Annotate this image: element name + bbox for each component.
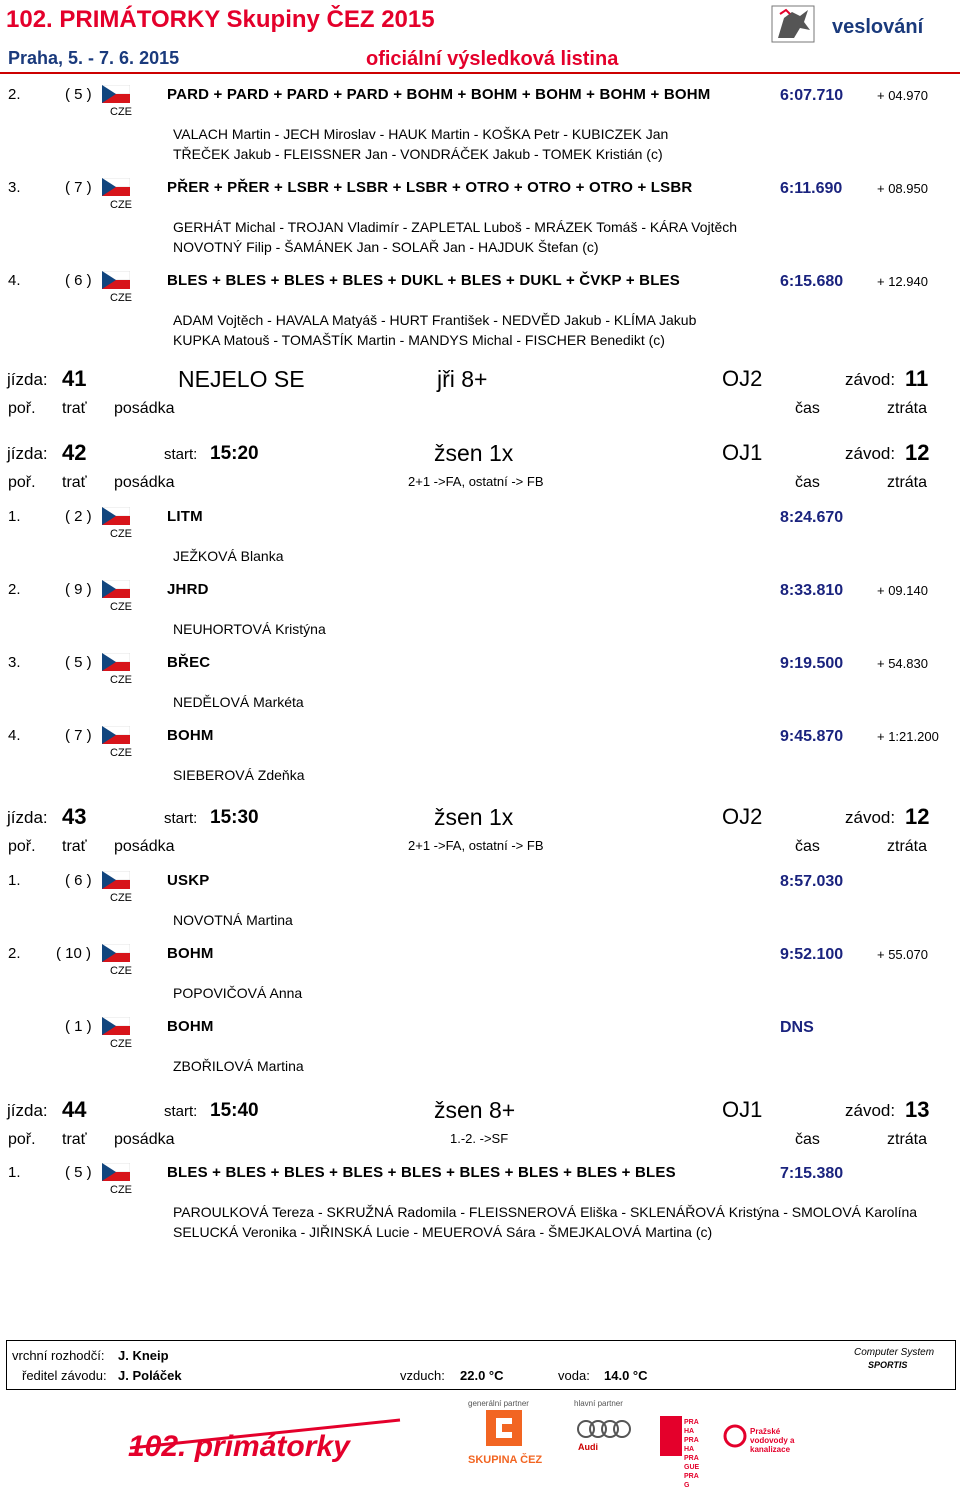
- result-time: 6:11.690: [780, 180, 843, 197]
- result-time: 6:15.680: [780, 273, 844, 290]
- race43-label: jízda:: [7, 808, 48, 827]
- time-column-header: čas: [795, 474, 820, 491]
- primatorky-logo-icon: [120, 1400, 410, 1470]
- race43-progression-note: 2+1 ->FA, ostatní -> FB: [408, 838, 544, 853]
- country-code: CZE: [110, 528, 132, 540]
- crew-names-line1: PAROULKOVÁ Tereza - SKRUŽNÁ Radomila - FLEISSNEROVÁ Eliška - SKLENÁŘOVÁ Kristýna - SMOLOVÁ Karolína: [173, 1204, 918, 1220]
- result-time: 9:19.500: [780, 655, 844, 672]
- country-code: CZE: [110, 674, 132, 686]
- lane-column-header: trať: [62, 474, 87, 491]
- result-time: 9:52.100: [780, 946, 844, 963]
- race42-category: žsen 1x: [434, 440, 514, 466]
- crew-club: BOHM: [167, 727, 214, 744]
- result-lane: ( 1 ): [65, 1018, 92, 1035]
- result-rank: 2.: [8, 945, 21, 962]
- cez-name: SKUPINA ČEZ: [468, 1454, 543, 1466]
- result-diff: + 04.970: [877, 88, 928, 103]
- rower-name: SIEBEROVÁ Zdeňka: [173, 767, 305, 783]
- crew-column-header: posádka: [114, 400, 175, 417]
- race43-start-label: start:: [164, 810, 198, 827]
- result-time: DNS: [780, 1019, 814, 1036]
- race44-progression-note: 1.-2. ->SF: [450, 1131, 509, 1146]
- result-rank: 1.: [8, 1164, 21, 1181]
- race44-start-label: start:: [164, 1103, 198, 1120]
- result-lane: ( 6 ): [65, 872, 92, 889]
- czech-flag-icon: [102, 85, 130, 103]
- header-divider: [0, 72, 960, 74]
- race41-class: OJ2: [722, 366, 763, 391]
- primatorky-logo-text: 102. primátorky: [128, 1430, 350, 1463]
- czech-flag-icon: [102, 871, 130, 889]
- audi-rings-icon: [576, 1418, 634, 1440]
- czech-flag-icon: [102, 271, 130, 289]
- result-rank: 1.: [8, 872, 21, 889]
- judge-label: vrchní rozhodčí:: [12, 1348, 105, 1363]
- result-rank: 2.: [8, 581, 21, 598]
- czech-flag-icon: [102, 580, 130, 598]
- crew-names-line1: ADAM Vojtěch - HAVALA Matyáš - HURT František - NEDVĚD Jakub - KLÍMA Jakub: [173, 312, 697, 328]
- praha-logo-icon: [660, 1416, 682, 1456]
- crew-names-line1: GERHÁT Michal - TROJAN Vladimír - ZAPLETAL Luboš - MRÁZEK Tomáš - KÁRA Vojtěch: [173, 219, 738, 235]
- race44-class: OJ1: [722, 1097, 763, 1122]
- result-lane: ( 5 ): [65, 86, 92, 103]
- result-time: 8:57.030: [780, 873, 844, 890]
- czech-flag-icon: [102, 726, 130, 744]
- result-lane: ( 7 ): [65, 727, 92, 744]
- result-diff: + 12.940: [877, 274, 928, 289]
- result-diff: + 55.070: [877, 947, 928, 962]
- race44-final-number: 13: [905, 1097, 930, 1122]
- rower-name: ZBOŘILOVÁ Martina: [173, 1058, 304, 1074]
- country-code: CZE: [110, 965, 132, 977]
- race44-start-time: 15:40: [210, 1100, 259, 1121]
- country-code: CZE: [110, 747, 132, 759]
- czech-flag-icon: [102, 178, 130, 196]
- result-lane: ( 5 ): [65, 654, 92, 671]
- director-label: ředitel závodu:: [22, 1368, 107, 1383]
- crew-column-header: posádka: [114, 1131, 175, 1148]
- race42-final-number: 12: [905, 440, 930, 465]
- result-time: 6:07.710: [780, 87, 844, 104]
- crew-club: BOHM: [167, 1018, 214, 1035]
- result-diff: + 09.140: [877, 583, 928, 598]
- czech-flag-icon: [102, 507, 130, 525]
- race44-category: žsen 8+: [434, 1097, 516, 1123]
- result-lane: ( 10 ): [56, 945, 92, 962]
- crew-club: JHRD: [167, 581, 209, 598]
- computer-system-label: Computer System: [854, 1347, 935, 1358]
- director-name: J. Poláček: [118, 1368, 182, 1383]
- rower-name: JEŽKOVÁ Blanka: [173, 548, 284, 564]
- crew-clubs: BLES + BLES + BLES + BLES + DUKL + BLES + DUKL + ČVKP + BLES: [167, 272, 680, 289]
- rank-column-header: poř.: [8, 1131, 36, 1148]
- rower-name: NEUHORTOVÁ Kristýna: [173, 621, 326, 637]
- crew-column-header: posádka: [114, 838, 175, 855]
- crew-club: USKP: [167, 872, 210, 889]
- result-rank: 4.: [8, 727, 21, 744]
- race41-number: 41: [62, 366, 87, 391]
- crew-names-line1: VALACH Martin - JECH Miroslav - HAUK Martin - KOŠKA Petr - KUBICZEK Jan: [173, 126, 669, 142]
- crew-names-line2: TŘEČEK Jakub - FLEISSNER Jan - VONDRÁČEK Jakub - TOMEK Kristián (c): [173, 146, 663, 162]
- result-lane: ( 7 ): [65, 179, 92, 196]
- race42-progression-note: 2+1 ->FA, ostatní -> FB: [408, 474, 544, 489]
- race44-number: 44: [62, 1097, 87, 1122]
- race43-class: OJ2: [722, 804, 763, 829]
- pvk-name: Pražské vodovody a kanalizace: [750, 1427, 795, 1454]
- official-results-label: oficiální výsledková listina: [366, 48, 619, 70]
- country-code: CZE: [110, 199, 132, 211]
- air-temp-value: 22.0 °C: [460, 1368, 504, 1383]
- race43-final-number: 12: [905, 804, 930, 829]
- audi-name: Audi: [578, 1442, 598, 1452]
- result-time: 7:15.380: [780, 1165, 844, 1182]
- crew-clubs: PARD + PARD + PARD + PARD + BOHM + BOHM + BOHM + BOHM + BOHM: [167, 86, 711, 103]
- diff-column-header: ztráta: [887, 838, 928, 855]
- race41-status: NEJELO SE: [178, 366, 305, 392]
- rower-name: POPOVIČOVÁ Anna: [173, 985, 303, 1001]
- main-partner-label: hlavní partner: [574, 1399, 623, 1408]
- result-rank: 3.: [8, 179, 21, 196]
- water-temp-label: voda:: [558, 1368, 590, 1383]
- rank-column-header: poř.: [8, 474, 36, 491]
- race43-category: žsen 1x: [434, 804, 514, 830]
- time-column-header: čas: [795, 1131, 820, 1148]
- diff-column-header: ztráta: [887, 400, 928, 417]
- rank-column-header: poř.: [8, 400, 36, 417]
- rower-name: NEDĚLOVÁ Markéta: [173, 694, 304, 710]
- result-diff: + 1:21.200: [877, 729, 939, 744]
- race44-label: jízda:: [7, 1101, 48, 1120]
- praha-name: PRAHA PRAHA PRAGUE PRAG: [684, 1419, 700, 1489]
- time-column-header: čas: [795, 400, 820, 417]
- sportis-logo: SPORTIS: [868, 1360, 908, 1370]
- crew-club: LITM: [167, 508, 203, 525]
- lane-column-header: trať: [62, 838, 87, 855]
- czech-flag-icon: [102, 944, 130, 962]
- country-code: CZE: [110, 1038, 132, 1050]
- result-rank: 4.: [8, 272, 21, 289]
- result-lane: ( 9 ): [65, 581, 92, 598]
- water-temp-value: 14.0 °C: [604, 1368, 648, 1383]
- place-date: Praha, 5. - 7. 6. 2015: [8, 48, 180, 68]
- race42-final-label: závod:: [845, 444, 896, 463]
- lane-column-header: trať: [62, 400, 87, 417]
- country-code: CZE: [110, 292, 132, 304]
- race43-final-label: závod:: [845, 808, 896, 827]
- result-rank: 1.: [8, 508, 21, 525]
- czech-flag-icon: [102, 1017, 130, 1035]
- crew-club: BOHM: [167, 945, 214, 962]
- race42-start-time: 15:20: [210, 443, 259, 464]
- czech-flag-icon: [102, 653, 130, 671]
- result-time: 8:24.670: [780, 509, 844, 526]
- pvk-logo-icon: [722, 1424, 748, 1448]
- result-lane: ( 5 ): [65, 1164, 92, 1181]
- time-column-header: čas: [795, 838, 820, 855]
- czech-lion-logo-icon: [770, 4, 816, 44]
- country-code: CZE: [110, 106, 132, 118]
- crew-clubs: PŘER + PŘER + LSBR + LSBR + LSBR + OTRO + OTRO + OTRO + LSBR: [167, 179, 693, 196]
- rank-column-header: poř.: [8, 838, 36, 855]
- page-title: 102. PRIMÁTORKY Skupiny ČEZ 2015: [6, 6, 435, 33]
- crew-names-line2: KUPKA Matouš - TOMAŠTÍK Martin - MANDYS Michal - FISCHER Benedikt (c): [173, 332, 665, 348]
- crew-names-line2: NOVOTNÝ Filip - ŠAMÁNEK Jan - SOLAŘ Jan - HAJDUK Štefan (c): [173, 239, 599, 255]
- result-lane: ( 6 ): [65, 272, 92, 289]
- race41-final-label: závod:: [845, 370, 896, 389]
- country-code: CZE: [110, 1184, 132, 1196]
- result-lane: ( 2 ): [65, 508, 92, 525]
- race44-final-label: závod:: [845, 1101, 896, 1120]
- race41-category: jři 8+: [437, 366, 488, 392]
- race42-label: jízda:: [7, 444, 48, 463]
- race43-number: 43: [62, 804, 87, 829]
- race41-final-number: 11: [905, 366, 929, 391]
- result-diff: + 54.830: [877, 656, 928, 671]
- result-time: 9:45.870: [780, 728, 844, 745]
- cez-logo-icon: [486, 1410, 522, 1446]
- country-code: CZE: [110, 601, 132, 613]
- race42-class: OJ1: [722, 440, 763, 465]
- crew-clubs: BLES + BLES + BLES + BLES + BLES + BLES + BLES + BLES + BLES: [167, 1164, 676, 1181]
- air-temp-label: vzduch:: [400, 1368, 445, 1383]
- lane-column-header: trať: [62, 1131, 87, 1148]
- rower-name: NOVOTNÁ Martina: [173, 912, 293, 928]
- general-partner-label: generální partner: [468, 1399, 529, 1408]
- crew-column-header: posádka: [114, 474, 175, 491]
- race42-number: 42: [62, 440, 87, 465]
- diff-column-header: ztráta: [887, 474, 928, 491]
- result-time: 8:33.810: [780, 582, 844, 599]
- czech-flag-icon: [102, 1163, 130, 1181]
- result-rank: 2.: [8, 86, 21, 103]
- crew-club: BŘEC: [167, 654, 211, 671]
- race41-label: jízda:: [7, 370, 48, 389]
- country-code: CZE: [110, 892, 132, 904]
- sport-label: veslování: [832, 16, 924, 38]
- race42-start-label: start:: [164, 446, 198, 463]
- result-rank: 3.: [8, 654, 21, 671]
- race43-start-time: 15:30: [210, 807, 259, 828]
- result-diff: + 08.950: [877, 181, 928, 196]
- diff-column-header: ztráta: [887, 1131, 928, 1148]
- judge-name: J. Kneip: [118, 1348, 169, 1363]
- crew-names-line2: SELUCKÁ Veronika - JIŘINSKÁ Lucie - MEUEROVÁ Sára - ŠMEJKALOVÁ Martina (c): [173, 1224, 713, 1240]
